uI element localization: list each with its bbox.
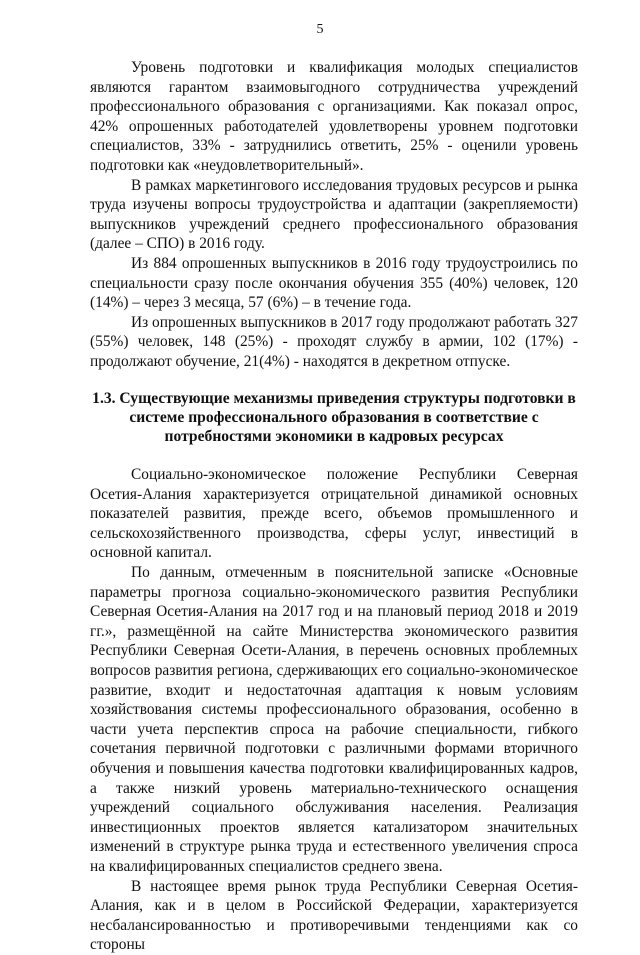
paragraph-labor-market: В настоящее время рынок труда Республики Северная Осетия-Алания, как и в целом в Российской Федерации, характеризуется несбалансированностью и противоречивыми тенденциями как со стороны (90, 877, 578, 954)
page-number: 5 (316, 22, 324, 37)
paragraph-forecast-note: По данным, отмеченным в пояснительной записке «Основные параметры прогноза социально-экономического развития Республики Северная Осетия-Алания на 2017 год и на плановый период 2018 и 2019 гг.», размещённой на сайте Министерства экономического развития Республики Северная Осети-Алания, в перечень основных проблемных вопросов развития региона, сдерживающих его социально-экономическое развитие, входит и недостаточная адаптация к новым условиям хозяйствования системы профессионального образования, особенно в части учета перспектив спроса на рабочие специальности, гибкого сочетания первичной подготовки с различными формами вторичного обучения и повышения качества подготовки квалифицированных кадров, а также низкий уровень материально-технического оснащения учреждений социального обслуживания населения. Реализация инвестиционных проектов является катализатором значительных изменений в структуре рынка труда и естественного увеличения спроса на квалифицированных специалистов среднего звена. (90, 564, 578, 875)
paragraph-socioeconomic-situation: Социально-экономическое положение Республики Северная Осетия-Алания характеризуется отрицательной динамикой основных показателей развития, прежде всего, объемов промышленного и сельскохозяйственного производства, сферы услуг, инвестиций в основной капитал. (90, 466, 578, 562)
paragraph-specialist-qualification: Уровень подготовки и квалификация молодых специалистов являются гарантом взаимовыгодного сотрудничества учреждений профессионального образования с организациями. Как показал опрос, 42% опрошенных работодателей удовлетворены уровнем подготовки специалистов, 33% - затруднились ответить, 25% - оценили уровень подготовки как «неудовлетворительный». (90, 59, 578, 174)
paragraph-marketing-research: В рамках маркетингового исследования трудовых ресурсов и рынка труда изучены вопросы трудоустройства и адаптации (закрепляемости) выпускников учреждений среднего профессионального образования (далее – СПО) в 2016 году. (90, 176, 578, 253)
paragraph-graduates-2016: Из 884 опрошенных выпускников в 2016 году трудоустроились по специальности сразу после окончания обучения 355 (40%) человек, 120 (14%) – через 3 месяца, 57 (6%) – в течение года. (90, 254, 578, 312)
paragraph-graduates-2017: Из опрошенных выпускников в 2017 году продолжают работать 327 (55%) человек, 148 (25%) - проходят службу в армии, 102 (17%) - продолжают обучение, 21(4%) - находятся в декретном отпуске. (90, 313, 578, 370)
page-content (90, 58, 578, 955)
section-heading: 1.3. Существующие механизмы приведения структуры подготовки в системе профессионального образования в соответствие с потребностями экономики в кадровых ресурсах (92, 389, 576, 445)
